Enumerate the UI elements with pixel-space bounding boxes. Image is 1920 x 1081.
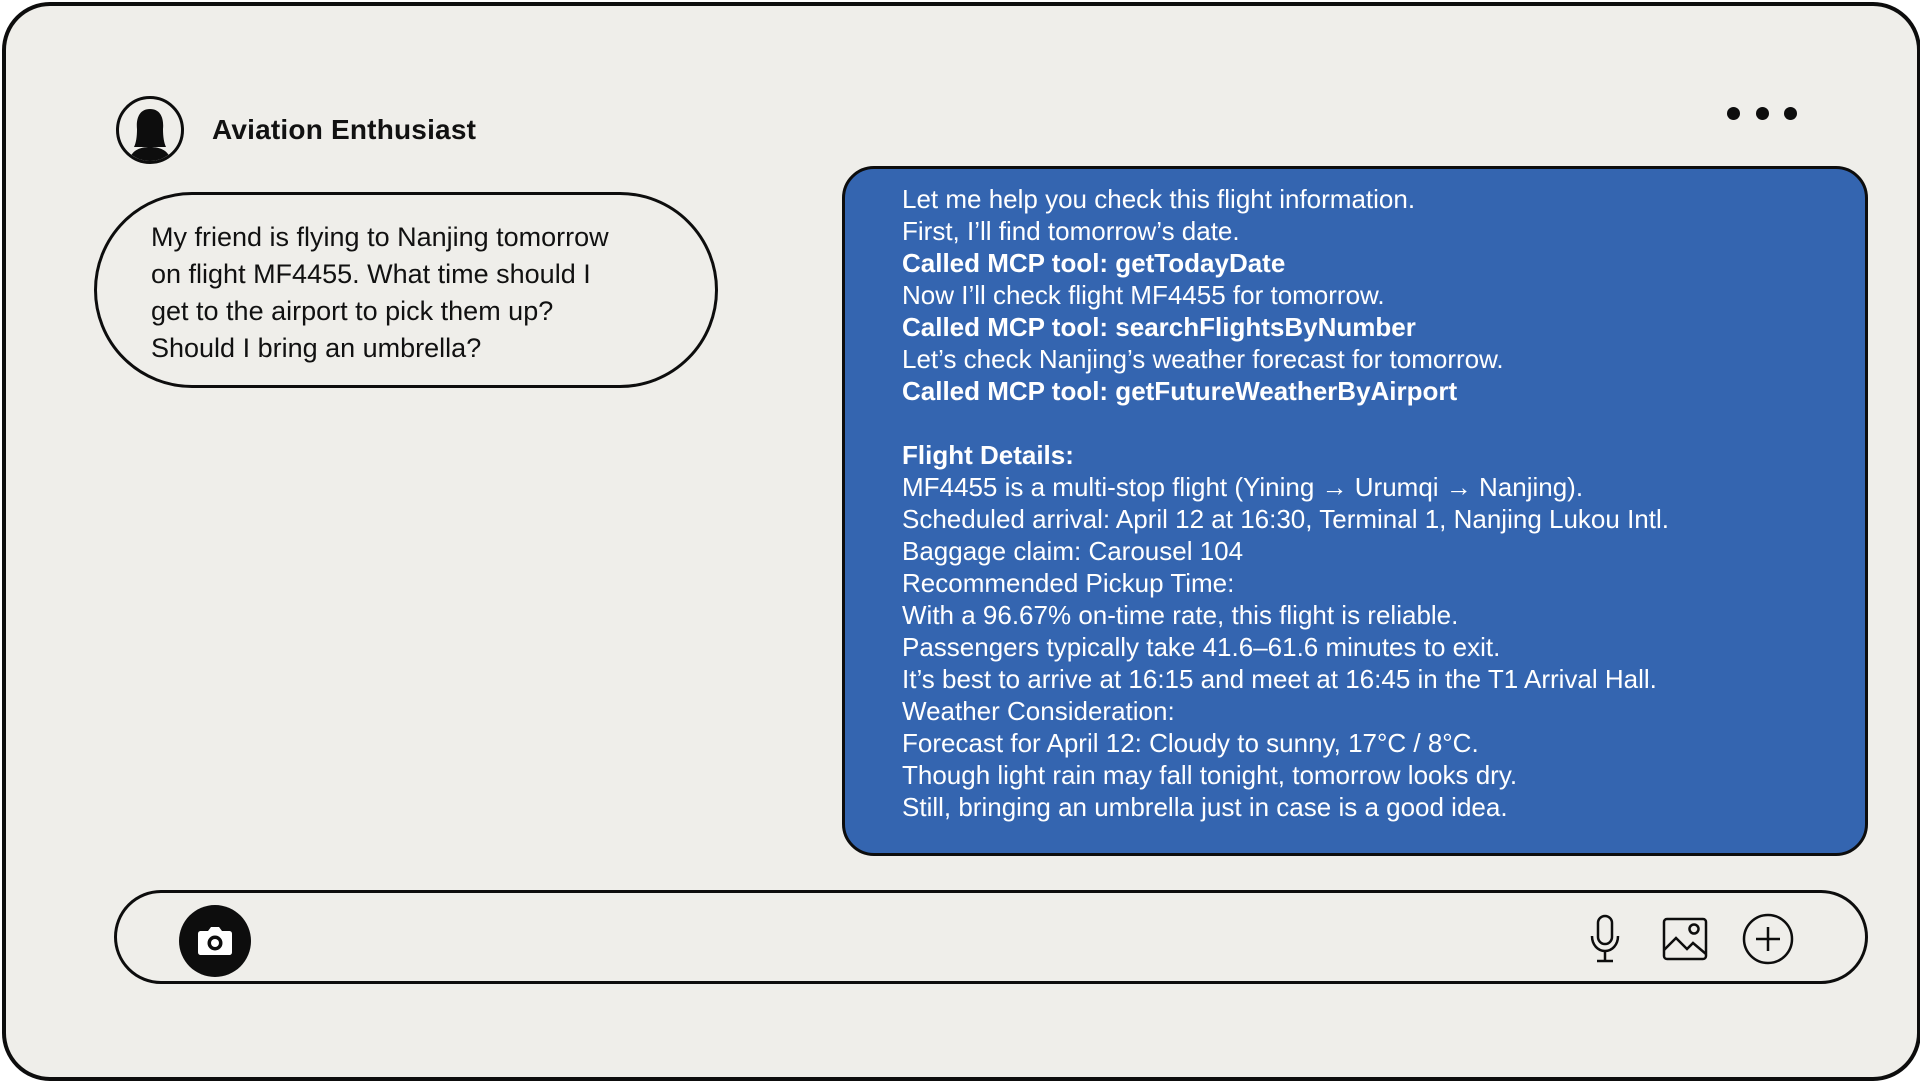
section-heading: Flight Details: — [902, 440, 1074, 470]
tool-call-line: Called MCP tool: getFutureWeatherByAirport — [902, 376, 1458, 406]
plus-icon[interactable] — [1740, 911, 1796, 967]
assistant-line: Forecast for April 12: Cloudy to sunny, 17°C / 8°C. — [902, 728, 1479, 758]
tool-call-line: Called MCP tool: getTodayDate — [902, 248, 1286, 278]
message-composer — [114, 890, 1868, 984]
assistant-line: Let’s check Nanjing’s weather forecast for tomorrow. — [902, 344, 1504, 374]
assistant-line: Recommended Pickup Time: — [902, 568, 1235, 598]
assistant-line: With a 96.67% on-time rate, this flight is reliable. — [902, 600, 1459, 630]
chat-header — [116, 96, 476, 164]
assistant-line: Weather Consideration: — [902, 696, 1175, 726]
tool-call-line: Called MCP tool: searchFlightsByNumber — [902, 312, 1416, 342]
assistant-line: Still, bringing an umbrella just in case is a good idea. — [902, 792, 1508, 822]
chat-window — [2, 2, 1920, 1081]
assistant-line: Let me help you check this flight information. — [902, 184, 1416, 214]
microphone-icon[interactable] — [1577, 911, 1633, 967]
user-message-line: My friend is flying to Nanjing tomorrow — [151, 222, 609, 252]
user-message-line: on flight MF4455. What time should I — [151, 259, 591, 289]
assistant-line: Scheduled arrival: April 12 at 16:30, Terminal 1, Nanjing Lukou Intl. — [902, 504, 1669, 534]
image-icon[interactable] — [1657, 911, 1713, 967]
more-dots-icon[interactable] — [1727, 100, 1797, 126]
user-message-line: get to the airport to pick them up? — [151, 296, 554, 326]
assistant-line: Passengers typically take 41.6–61.6 minutes to exit. — [902, 632, 1501, 662]
user-message-line: Should I bring an umbrella? — [151, 333, 482, 363]
assistant-message-bubble — [842, 166, 1868, 856]
message-input[interactable] — [277, 911, 1641, 969]
camera-icon[interactable] — [179, 905, 251, 977]
assistant-line: First, I’ll find tomorrow’s date. — [902, 216, 1240, 246]
assistant-line: MF4455 is a multi-stop flight (Yining → Urumqi → Nanjing). — [902, 472, 1584, 502]
person-avatar-icon[interactable] — [116, 96, 184, 164]
menu-dot — [1727, 107, 1740, 120]
line-spacer — [902, 407, 1825, 439]
menu-dot — [1784, 107, 1797, 120]
assistant-line: Now I’ll check flight MF4455 for tomorrow. — [902, 280, 1385, 310]
menu-dot — [1756, 107, 1769, 120]
contact-name: Aviation Enthusiast — [212, 114, 477, 145]
user-message-bubble — [94, 192, 718, 388]
assistant-line: Though light rain may fall tonight, tomorrow looks dry. — [902, 760, 1518, 790]
assistant-line: Baggage claim: Carousel 104 — [902, 536, 1244, 566]
assistant-line: It’s best to arrive at 16:15 and meet at 16:45 in the T1 Arrival Hall. — [902, 664, 1657, 694]
